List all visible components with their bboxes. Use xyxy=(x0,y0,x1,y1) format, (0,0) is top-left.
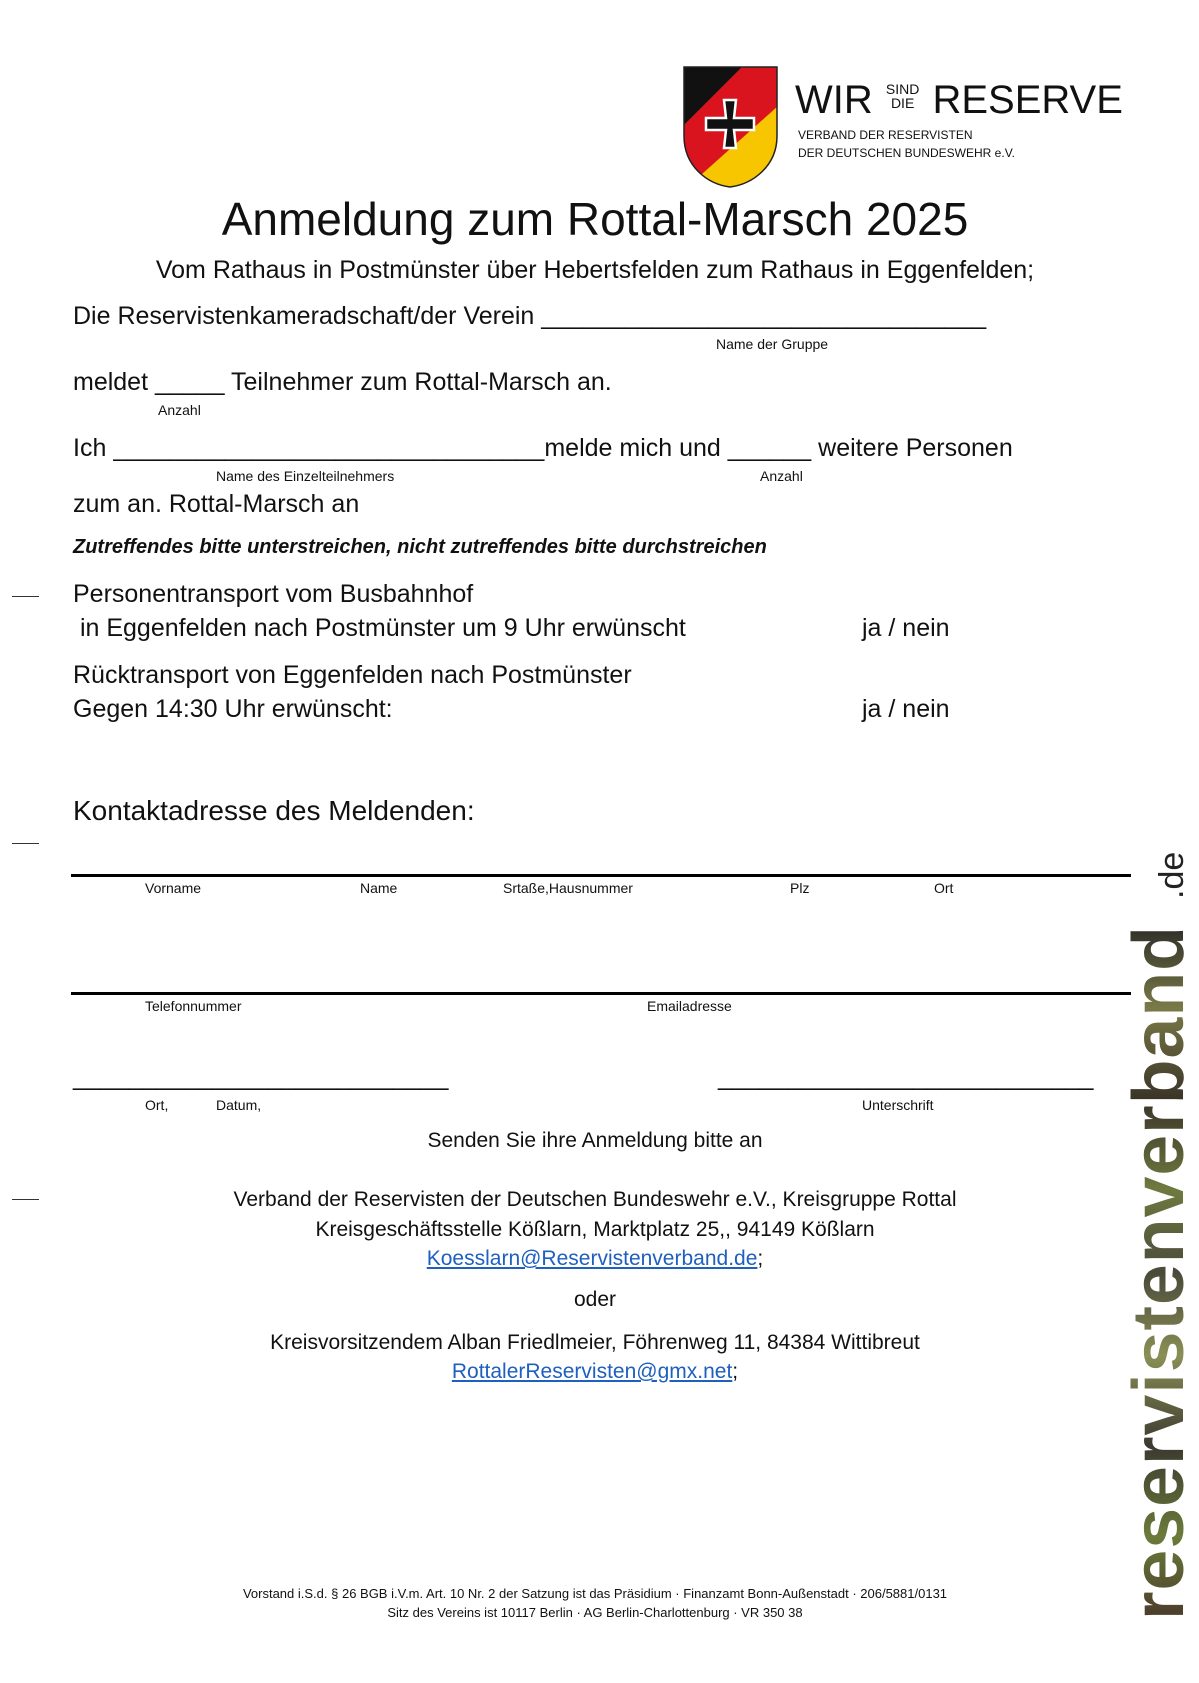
send-intro: Senden Sie ihre Anmeldung bitte an xyxy=(427,1129,763,1152)
page-subtitle: Vom Rathaus in Postmünster über Hebertsfelden zum Rathaus in Eggenfelden; xyxy=(155,256,1035,284)
label-strasse: Srtaße,Hausnummer xyxy=(503,880,633,896)
individual-middle: melde mich und xyxy=(544,434,721,462)
label-email: Emailadresse xyxy=(647,998,732,1014)
group-caption: Name der Gruppe xyxy=(716,336,829,352)
logo-reserve: RESERVE xyxy=(932,78,1123,122)
side-brand-text xyxy=(1115,920,1199,1620)
individual-caption-count: Anzahl xyxy=(760,468,803,484)
logo-sind: SIND xyxy=(885,81,920,97)
meldet-prefix: meldet xyxy=(73,368,149,396)
individual-caption-name: Name des Einzelteilnehmers xyxy=(216,468,395,484)
label-name: Name xyxy=(360,880,398,896)
side-brand-tld: .de xyxy=(1153,851,1191,899)
footer-line2: Sitz des Vereins ist 10117 Berlin · AG Berlin-Charlottenburg · VR 350 38 xyxy=(387,1605,803,1620)
transport1-choice[interactable]: ja / nein xyxy=(862,614,950,642)
side-brand xyxy=(1115,851,1199,1620)
instruction-text: Zutreffendes bitte unterstreichen, nicht zutreffendes bitte durchstreichen xyxy=(73,536,767,558)
group-line xyxy=(73,302,986,331)
transport2-line1: Rücktransport von Eggenfelden nach Postmünster xyxy=(73,661,632,689)
signature-field[interactable]: ___________________________ xyxy=(718,1063,1094,1091)
meldet-suffix: Teilnehmer zum Rottal-Marsch an. xyxy=(231,368,612,396)
logo-line1: VERBAND DER RESERVISTEN xyxy=(798,128,973,142)
side-brand-main xyxy=(1119,899,1199,1620)
individual-name-field[interactable]: _______________________________ xyxy=(113,434,545,462)
individual-line xyxy=(73,434,1013,463)
send-email1-line xyxy=(0,1247,1190,1271)
margin-mark xyxy=(12,843,39,844)
email-link-koesslarn[interactable]: Koesslarn@Reservistenverband.de xyxy=(426,1247,758,1270)
margin-mark xyxy=(12,596,39,597)
send-oder: oder xyxy=(573,1288,617,1311)
contact-rule-2 xyxy=(71,992,1131,995)
transport2-choice[interactable]: ja / nein xyxy=(862,695,950,723)
individual-prefix: Ich xyxy=(73,434,107,462)
label-ort: Ort xyxy=(934,880,954,896)
email-link-rottaler[interactable]: RottalerReservisten@gmx.net xyxy=(451,1360,733,1383)
group-text: Die Reservistenkameradschaft/der Verein xyxy=(73,302,535,330)
group-name-field[interactable]: ________________________________ xyxy=(541,302,987,330)
individual-line2: zum an. Rottal-Marsch an xyxy=(73,490,360,518)
contact-rule-1 xyxy=(71,874,1131,877)
footer-line1: Vorstand i.S.d. § 26 BGB i.V.m. Art. 10 Nr. 2 der Satzung ist das Präsidium · Finanzamt Bonn-Außenstadt · 206/5881/0131 xyxy=(242,1586,948,1601)
send-sep2: ; xyxy=(732,1360,739,1383)
logo-line2: DER DEUTSCHEN BUNDESWEHR e.V. xyxy=(798,146,1015,160)
individual-suffix: weitere Personen xyxy=(818,434,1013,462)
individual-count-field[interactable]: ______ xyxy=(727,434,812,462)
caption-datum: Datum, xyxy=(216,1097,262,1113)
contact-heading: Kontaktadresse des Meldenden: xyxy=(73,795,475,826)
caption-unterschrift: Unterschrift xyxy=(862,1097,934,1113)
meldet-line xyxy=(73,368,612,397)
send-sep1: ; xyxy=(757,1247,764,1270)
label-plz: Plz xyxy=(790,880,810,896)
send-org: Verband der Reservisten der Deutschen Bundeswehr e.V., Kreisgruppe Rottal xyxy=(233,1188,957,1211)
meldet-count-field[interactable]: _____ xyxy=(155,368,225,396)
send-email2-line xyxy=(0,1360,1190,1384)
label-telefon: Telefonnummer xyxy=(145,998,242,1014)
ort-datum-field[interactable]: ___________________________ xyxy=(73,1063,449,1091)
logo-die: DIE xyxy=(890,95,915,111)
meldet-caption: Anzahl xyxy=(158,402,201,418)
logo-wir: WIR xyxy=(795,78,873,122)
shield-icon xyxy=(683,66,778,188)
label-vorname: Vorname xyxy=(145,880,202,896)
side-brand-main-text: reservistenverband xyxy=(1119,937,1199,1620)
transport1-line2: in Eggenfelden nach Postmünster um 9 Uhr erwünscht xyxy=(73,614,686,642)
send-address: Kreisgeschäftsstelle Kößlarn, Marktplatz 25,, 94149 Kößlarn xyxy=(315,1218,875,1241)
send-person: Kreisvorsitzendem Alban Friedlmeier, Föhrenweg 11, 84384 Wittibreut xyxy=(270,1331,920,1354)
transport2-line2: Gegen 14:30 Uhr erwünscht: xyxy=(73,695,393,723)
transport1-line1: Personentransport vom Busbahnhof xyxy=(73,580,474,608)
caption-ort: Ort, xyxy=(145,1097,169,1113)
logo xyxy=(683,66,1123,191)
page-title: Anmeldung zum Rottal-Marsch 2025 xyxy=(221,193,969,245)
